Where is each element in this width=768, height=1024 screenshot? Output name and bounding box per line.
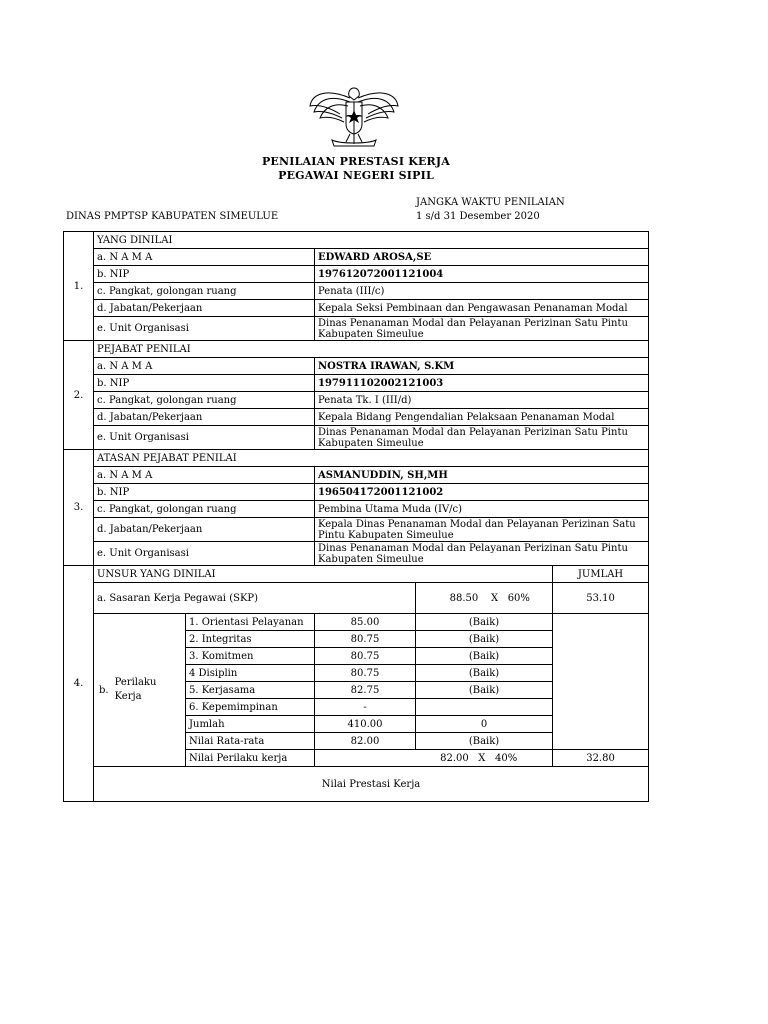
field-label: a. N A M A xyxy=(94,467,315,484)
behavior-name: 1. Orientasi Pelayanan xyxy=(186,614,315,631)
field-value: 197612072001121004 xyxy=(315,266,649,283)
field-label: c. Pangkat, golongan ruang xyxy=(94,392,315,409)
table-row xyxy=(64,375,649,392)
table-row xyxy=(64,518,649,542)
behavior-grade xyxy=(416,699,553,716)
field-value: Dinas Penanaman Modal dan Pelayanan Perizinan Satu Pintu Kabupaten Simeulue xyxy=(315,317,649,341)
behavior-grade: (Baik) xyxy=(416,682,553,699)
section-number: 4. xyxy=(64,566,94,802)
field-label: d. Jabatan/Pekerjaan xyxy=(94,409,315,426)
jumlah-label: Jumlah xyxy=(186,716,315,733)
behavior-name: 4 Disiplin xyxy=(186,665,315,682)
jumlah-count: 0 xyxy=(416,716,553,733)
table-row xyxy=(64,300,649,317)
perilaku-label-cell xyxy=(94,614,186,767)
behavior-grade: (Baik) xyxy=(416,648,553,665)
table-row xyxy=(64,409,649,426)
field-label: b. NIP xyxy=(94,484,315,501)
section-title: ATASAN PEJABAT PENILAI xyxy=(94,450,649,467)
table-row xyxy=(64,501,649,518)
total-label: Nilai Prestasi Kerja xyxy=(94,767,649,802)
nilai-perilaku-weight: 40% xyxy=(494,752,518,764)
behavior-score: 80.75 xyxy=(315,665,416,682)
field-value: ASMANUDDIN, SH,MH xyxy=(315,467,649,484)
field-label: a. N A M A xyxy=(94,249,315,266)
table-row xyxy=(64,467,649,484)
total-row xyxy=(64,767,649,802)
field-value: EDWARD AROSA,SE xyxy=(315,249,649,266)
section3-header-row xyxy=(64,450,649,467)
field-value: 197911102002121003 xyxy=(315,375,649,392)
field-value: Dinas Penanaman Modal dan Pelayanan Perizinan Satu Pintu Kabupaten Simeulue xyxy=(315,426,649,450)
table-row xyxy=(64,426,649,450)
field-value: Kepala Bidang Pengendalian Pelaksaan Penanaman Modal xyxy=(315,409,649,426)
field-label: e. Unit Organisasi xyxy=(94,426,315,450)
field-label: e. Unit Organisasi xyxy=(94,317,315,341)
skp-label: a. Sasaran Kerja Pegawai (SKP) xyxy=(94,583,416,614)
rata-score: 82.00 xyxy=(315,733,416,750)
jumlah-header: JUMLAH xyxy=(553,566,649,583)
multiply-sign: X xyxy=(478,752,486,764)
nilai-perilaku-calculation xyxy=(315,750,553,767)
table-row xyxy=(64,317,649,341)
document-subtitle: PEGAWAI NEGERI SIPIL xyxy=(278,169,434,182)
section-number: 1. xyxy=(64,232,94,341)
field-label: e. Unit Organisasi xyxy=(94,542,315,566)
multiply-sign: X xyxy=(491,592,499,604)
skp-result: 53.10 xyxy=(553,583,649,614)
table-row xyxy=(64,392,649,409)
section1-header-row xyxy=(64,232,649,249)
jumlah-score: 410.00 xyxy=(315,716,416,733)
section-number: 3. xyxy=(64,450,94,566)
skp-row xyxy=(64,583,649,614)
behavior-grade: (Baik) xyxy=(416,631,553,648)
behavior-score: 82.75 xyxy=(315,682,416,699)
section4-header-row xyxy=(64,566,649,583)
table-row xyxy=(64,484,649,501)
behavior-name: 6. Kepemimpinan xyxy=(186,699,315,716)
perilaku-row xyxy=(64,614,649,631)
behavior-name: 3. Komitmen xyxy=(186,648,315,665)
section2-header-row xyxy=(64,341,649,358)
rata-grade: (Baik) xyxy=(416,733,553,750)
nilai-perilaku-result: 32.80 xyxy=(553,750,649,767)
empty-jumlah-cell xyxy=(553,614,649,750)
skp-weight: 60% xyxy=(507,592,530,604)
section-number: 2. xyxy=(64,341,94,450)
field-value: Pembina Utama Muda (IV/c) xyxy=(315,501,649,518)
nilai-perilaku-score: 82.00 xyxy=(440,752,469,764)
assessment-table xyxy=(63,231,649,802)
skp-calculation xyxy=(416,583,553,614)
period-value: 1 s/d 31 Desember 2020 xyxy=(416,211,540,222)
table-row xyxy=(64,249,649,266)
table-row xyxy=(64,358,649,375)
field-label: c. Pangkat, golongan ruang xyxy=(94,283,315,300)
behavior-grade: (Baik) xyxy=(416,665,553,682)
agency-name: DINAS PMPTSP KABUPATEN SIMEULUE xyxy=(66,211,279,222)
field-value: Kepala Seksi Pembinaan dan Pengawasan Penanaman Modal xyxy=(315,300,649,317)
field-label: c. Pangkat, golongan ruang xyxy=(94,501,315,518)
behavior-score: 80.75 xyxy=(315,648,416,665)
perilaku-label: Perilaku Kerja xyxy=(114,677,157,702)
behavior-score: 85.00 xyxy=(315,614,416,631)
perilaku-letter: b. xyxy=(99,684,109,696)
section-title: YANG DINILAI xyxy=(94,232,649,249)
table-row xyxy=(64,542,649,566)
period-block xyxy=(416,196,565,224)
field-label: b. NIP xyxy=(94,375,315,392)
field-label: d. Jabatan/Pekerjaan xyxy=(94,300,315,317)
behavior-score: - xyxy=(315,699,416,716)
field-label: a. N A M A xyxy=(94,358,315,375)
field-value: 196504172001121002 xyxy=(315,484,649,501)
field-value: NOSTRA IRAWAN, S.KM xyxy=(315,358,649,375)
garuda-emblem-icon xyxy=(306,84,402,148)
section-title: UNSUR YANG DINILAI xyxy=(94,566,553,583)
field-value: Kepala Dinas Penanaman Modal dan Pelayanan Perizinan Satu Pintu Kabupaten Simeulue xyxy=(315,518,649,542)
table-row xyxy=(64,266,649,283)
table-row xyxy=(64,283,649,300)
nilai-perilaku-label: Nilai Perilaku kerja xyxy=(186,750,315,767)
rata-label: Nilai Rata-rata xyxy=(186,733,315,750)
field-value: Penata (III/c) xyxy=(315,283,649,300)
document-title: PENILAIAN PRESTASI KERJA xyxy=(261,155,451,168)
field-value: Penata Tk. I (III/d) xyxy=(315,392,649,409)
behavior-grade: (Baik) xyxy=(416,614,553,631)
skp-score: 88.50 xyxy=(449,592,479,604)
behavior-score: 80.75 xyxy=(315,631,416,648)
field-label: b. NIP xyxy=(94,266,315,283)
section-title: PEJABAT PENILAI xyxy=(94,341,649,358)
field-label: d. Jabatan/Pekerjaan xyxy=(94,518,315,542)
behavior-name: 5. Kerjasama xyxy=(186,682,315,699)
period-label: JANGKA WAKTU PENILAIAN xyxy=(416,197,565,208)
behavior-name: 2. Integritas xyxy=(186,631,315,648)
field-value: Dinas Penanaman Modal dan Pelayanan Perizinan Satu Pintu Kabupaten Simeulue xyxy=(315,542,649,566)
